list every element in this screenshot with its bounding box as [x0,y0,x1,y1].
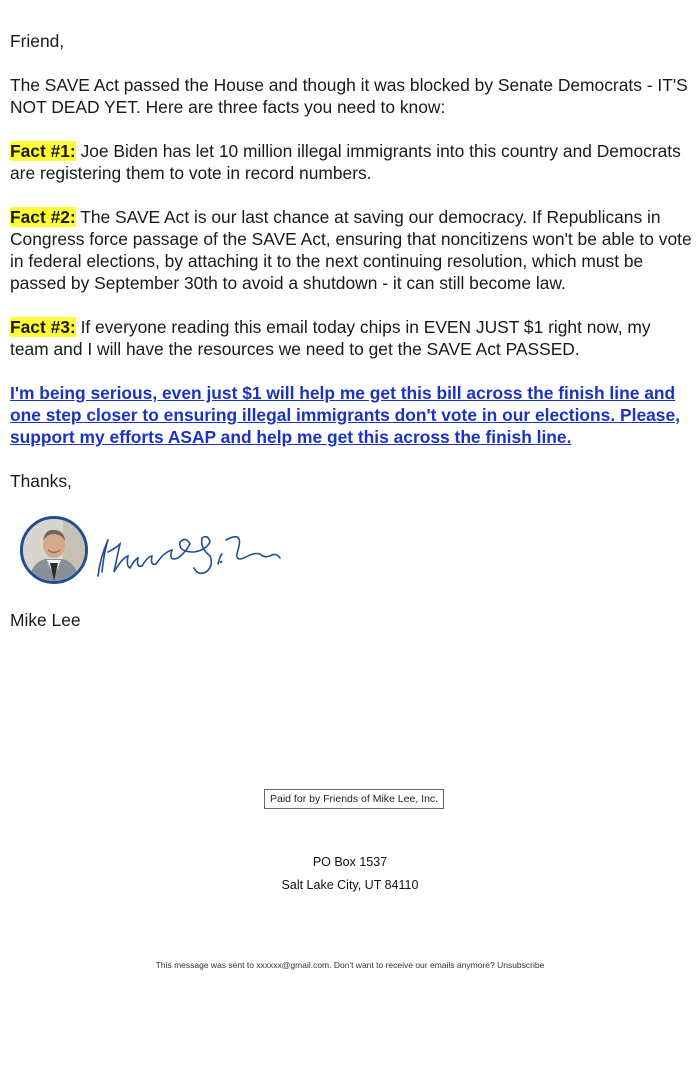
fact-3 [10,316,692,360]
address-line-1: PO Box 1537 [312,855,388,869]
closing: Thanks, [10,471,72,491]
fact-3-label: Fact #3: [10,317,76,337]
fact-1-text: Joe Biden has let 10 million illegal immigrants into this country and Democrats are registering them to vote in record numbers. [10,141,681,183]
fact-2 [10,206,692,294]
sent-to-text: This message was sent to xxxxxx@gmail.com. Don't want to receive our emails anymore? [155,960,495,970]
address-line-2: Salt Lake City, UT 84110 [281,878,419,892]
unsubscribe-link[interactable]: Unsubscribe [497,960,545,970]
greeting: Friend, [10,31,65,51]
avatar [20,516,88,584]
signature [94,522,284,584]
fact-1-label: Fact #1: [10,141,76,161]
signer-name: Mike Lee [10,610,81,630]
signature-block [20,516,320,586]
cta-paragraph [10,382,692,448]
fact-2-label: Fact #2: [10,207,76,227]
fact-2-text: The SAVE Act is our last chance at saving our democracy. If Republicans in Congress force passage of the SAVE Act, ensuring that noncitizens won't be able to vote in federal elections, by attaching it to the next continuing resolution, which must be passed by September 30th to avoid a shutdown - it can still become law. [10,207,692,293]
fact-3-text: If everyone reading this email today chips in EVEN JUST $1 right now, my team and I will have the resources we need to get the SAVE Act PASSED. [10,317,651,359]
email-body [10,30,692,514]
donate-link[interactable]: I'm being serious, even just $1 will help me get this bill across the finish line and one step closer to ensuring illegal immigrants don't vote in our elections. Please, support my efforts ASAP and help me get this across the finish line. [10,383,680,447]
footer-notice [0,960,700,970]
intro-paragraph: The SAVE Act passed the House and though it was blocked by Senate Democrats - IT'S NOT DEAD YET. Here are three facts you need to know: [10,75,688,117]
paid-for-disclaimer: Paid for by Friends of Mike Lee, Inc. [264,789,444,809]
portrait-photo-icon [23,519,85,581]
handwritten-signature-icon [94,522,284,584]
fact-1 [10,140,692,184]
